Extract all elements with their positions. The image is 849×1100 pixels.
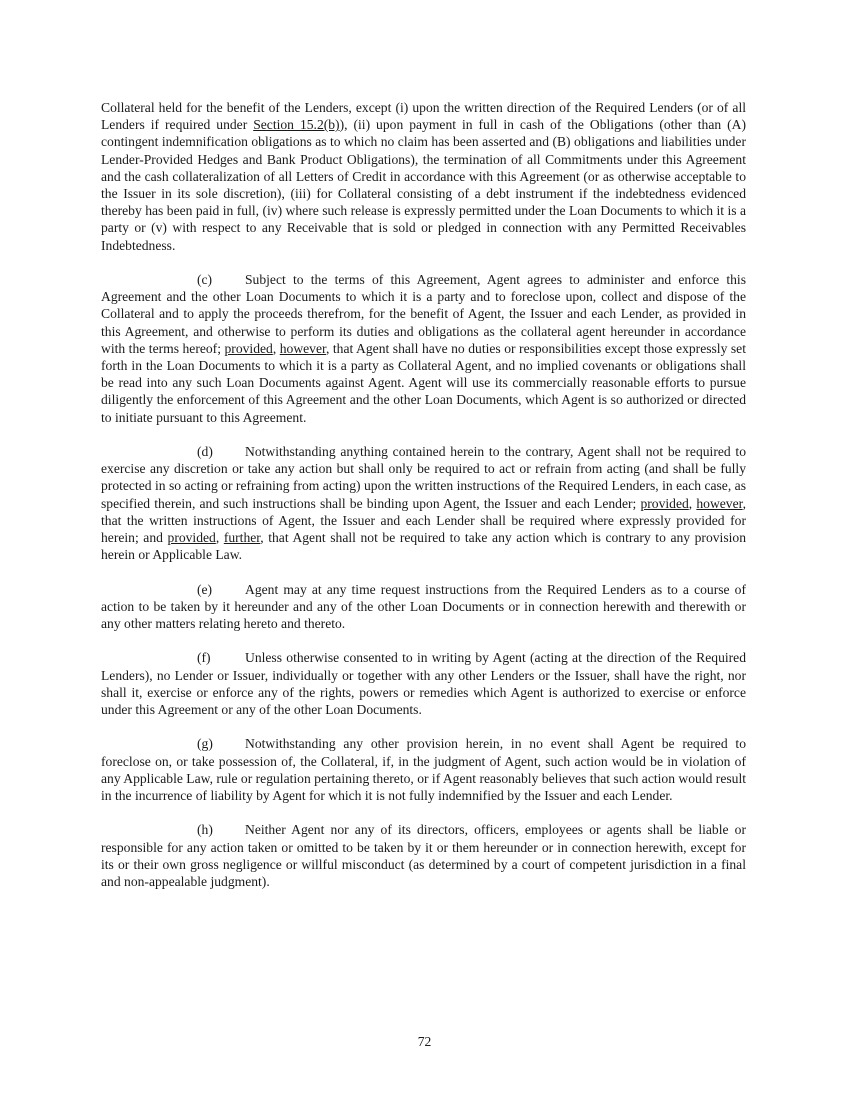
paragraph-d: (d) Notwithstanding anything contained herein to the contrary, Agent shall not be required to exercise any discretion or take any action but shall only be required to act or refrain from acting (and shall be fully protected in so acting or refraining from acting) upon the written instructions of the Required Lenders, in each case, as specified therein, and such instructions shall be binding upon Agent, the Issuer and each Lender; provided, however, that the written instructions of Agent, the Issuer and each Lender shall be required where expressly provided for herein; and provided, further, that Agent shall not be required to take any action which is contrary to any provision herein or Applicable Law.: [101, 444, 747, 563]
paragraph-text: Notwithstanding any other provision herein, in no event shall Agent be required to foreclose on, or take possession of, the Collateral, if, in the judgment of Agent, such action would be in violation of any Applicable Law, rule or regulation pertaining thereto, or if Agent reasonably believes that such action would result in the incurrence of liability by Agent for which it is not fully indemnified by the Issuer and each Lender.: [101, 736, 746, 804]
clause-label: (d): [197, 444, 213, 460]
underlined-term: however: [279, 340, 326, 356]
paragraph-f: [101, 649, 746, 718]
paragraph-text: Neither Agent nor any of its directors, officers, employees or agents shall be liable or responsible for any action taken or omitted to be taken by it or them hereunder or in connection herewith, except for its or their own gross negligence or willful misconduct (as determined by a court of competent jurisdiction in a final and non-appealable judgment).: [101, 822, 746, 890]
paragraph-text: Agent may at any time request instructions from the Required Lenders as to a course of action to be taken by it hereunder and any of the other Loan Documents or in connection herewith and therewith or any other matters relating hereto and thereto.: [101, 581, 746, 632]
paragraph-text: Notwithstanding anything contained herein to the contrary, Agent shall not be required to exercise any discretion or take any action but shall only be required to act or refrain from acting (and shall be fully protected in so acting or refraining from acting) upon the written instructions of the Required Lenders, in each case, as specified therein, and such instructions shall be binding upon Agent, the Issuer and each Lender;: [101, 444, 746, 511]
paragraph-text: , that Agent shall not be required to take any action which is contrary to any provision herein or Applicable Law.: [101, 530, 746, 563]
clause-label: (f): [197, 650, 211, 666]
underlined-term: provided: [224, 340, 273, 356]
underlined-term: provided: [640, 495, 689, 511]
section-reference: Section 15.2(b): [253, 117, 340, 133]
clause-label: (e): [197, 581, 213, 597]
clause-label: (g): [197, 736, 213, 752]
underlined-term: however: [696, 495, 743, 511]
paragraph-text: Unless otherwise consented to in writing by Agent (acting at the direction of the Required Lenders), no Lender or Issuer, individually or together with any other Lenders or the Issuer, shall have the right, nor shall it, exercise or enforce any of the rights, powers or remedies which Agent is authorized to exercise or enforce under this Agreement or any of the other Loan Documents.: [101, 650, 746, 718]
paragraph-c: (c) Subject to the terms of this Agreement, Agent agrees to administer and enforce this Agreement and the other Loan Documents to which it is a party and to foreclose upon, collect and dispose of the Collateral and to apply the proceeds therefrom, for the benefit of Agent, the Issuer and each Lender, as provided in this Agreement, and otherwise to perform its duties and obligations as the collateral agent hereunder in accordance with the terms hereof; provided, however, that Agent shall have no duties or responsibilities except those expressly set forth in the Loan Documents to which it is a party as Collateral Agent, and no implied covenants or obligations shall be read into any such Loan Documents against Agent. Agent will use its commercially reasonable efforts to pursue diligently the enforcement of this Agreement and the other Loan Documents, which Agent is so authorized or directed to initiate pursuant to this Agreement.: [101, 272, 746, 425]
paragraph-e: [101, 581, 746, 633]
paragraph-text: , that the written instructions of Agent, the Issuer and each Lender shall be required where expressly provided for herein; and: [101, 495, 747, 546]
page-number: 72: [417, 1034, 432, 1049]
document-page: [101, 99, 746, 907]
paragraph-text: , that Agent shall have no duties or responsibilities except those expressly set forth in the Loan Documents to which it is a party as Collateral Agent, and no implied covenants or obligations shall be read into any such Loan Documents against Agent. Agent will use its commercially reasonable efforts to pursue diligently the enforcement of this Agreement and the other Loan Documents, which Agent is so authorized or directed to initiate pursuant to this Agreement.: [101, 340, 746, 425]
paragraph-h: [101, 821, 746, 890]
paragraph-text: Subject to the terms of this Agreement, Agent agrees to administer and enforce this Agreement and the other Loan Documents to which it is a party and to foreclose upon, collect and dispose of the Collateral and to apply the proceeds therefrom, for the benefit of Agent, the Issuer and each Lender, as provided in this Agreement, and otherwise to perform its duties and obligations as the collateral agent hereunder in accordance with the terms hereof;: [101, 272, 746, 356]
underlined-term: further: [223, 530, 261, 546]
paragraph-text: ), (ii) upon payment in full in cash of the Obligations (other than (A) contingent indemnification obligations as to which no claim has been asserted and (B) obligations and liabilities under Lender-Provided Hedges and Bank Product Obligations), the termination of all Commitments under this Agreement and the cash collateralization of all Letters of Credit in accordance with this Agreement (or as otherwise acceptable to the Issuer in its sole discretion), (iii) for Collateral consisting of a debt instrument if the indebtedness evidenced thereby has been paid in full, (iv) where such release is expressly permitted under the Loan Documents to which it is a party or (v) with respect to any Receivable that is sold or pledged in connection with any Permitted Receivables Indebtedness.: [101, 117, 746, 253]
underlined-term: provided: [167, 530, 216, 546]
paragraph-text: Collateral held for the benefit of the Lenders, except (i) upon the written direction of the Required Lenders (or of all Lenders if required under: [101, 100, 746, 133]
paragraph-g: [101, 735, 746, 804]
clause-label: (c): [197, 272, 213, 288]
clause-label: (h): [197, 822, 213, 838]
paragraph-continuation: [101, 99, 746, 254]
